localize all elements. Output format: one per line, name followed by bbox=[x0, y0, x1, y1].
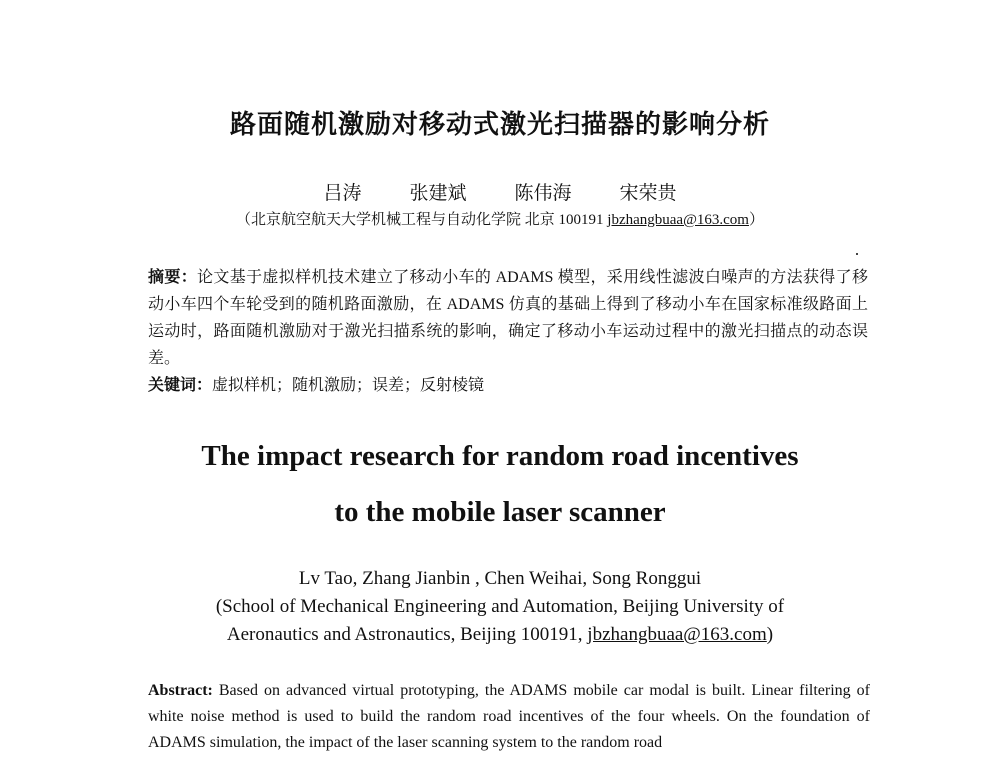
english-affiliation-close: ) bbox=[766, 624, 774, 645]
chinese-author: 陈伟海 bbox=[514, 183, 572, 204]
chinese-title: 路面随机激励对移动式激光扫描器的影响分析 bbox=[229, 110, 770, 139]
english-affiliation-text: Aeronautics and Astronautics, Beijing 100191, bbox=[226, 624, 588, 645]
chinese-affiliation-text: （北京航空航天大学机械工程与自动化学院 北京 100191 bbox=[236, 212, 608, 228]
english-authors: Lv Tao, Zhang Jianbin , Chen Weihai, Song Ronggui bbox=[298, 568, 702, 589]
chinese-keywords-label: 关键词： bbox=[148, 377, 213, 394]
english-affiliation-line1: (School of Mechanical Engineering and Automation, Beijing University of bbox=[215, 596, 785, 617]
chinese-author: 吕涛 bbox=[323, 183, 362, 204]
english-abstract bbox=[148, 678, 870, 756]
english-affiliation-line2 bbox=[0, 624, 1000, 646]
chinese-keywords-text: 虚拟样机；随机激励；误差；反射棱镜 bbox=[212, 377, 485, 394]
chinese-abstract bbox=[148, 264, 868, 372]
chinese-affiliation-email[interactable]: jbzhangbuaa@163.com bbox=[607, 212, 749, 228]
chinese-author: 宋荣贵 bbox=[619, 183, 677, 204]
chinese-affiliation bbox=[0, 208, 1000, 229]
english-abstract-text: Based on advanced virtual prototyping, the ADAMS mobile car modal is built. Linear filtering of white noise method is used to build the random road incentives of the four wheels. On the foundation of ADAMS simulation, the impact of the laser scanning system to the random road bbox=[148, 682, 870, 751]
english-affiliation-email[interactable]: jbzhangbuaa@163.com bbox=[587, 624, 767, 645]
chinese-abstract-text: 论文基于虚拟样机技术建立了移动小车的 ADAMS 模型，采用线性滤波白噪声的方法获得了移动小车四个车轮受到的随机路面激励，在 ADAMS 仿真的基础上得到了移动小车在国家标准级路面上运动时，路面随机激励对于激光扫描系统的影响，确定了移动小车运动过程中的激光扫描点的动态误差。 bbox=[148, 269, 868, 367]
english-title-line1: The impact research for random road incentives bbox=[201, 440, 799, 472]
chinese-abstract-label: 摘要： bbox=[148, 269, 198, 286]
chinese-keywords bbox=[148, 375, 868, 397]
chinese-authors bbox=[0, 178, 1000, 205]
english-abstract-label: Abstract: bbox=[148, 682, 213, 699]
chinese-affiliation-close: ） bbox=[748, 212, 764, 228]
chinese-author: 张建斌 bbox=[409, 183, 467, 204]
english-title-line2: to the mobile laser scanner bbox=[334, 496, 666, 528]
scan-speck bbox=[856, 253, 858, 255]
